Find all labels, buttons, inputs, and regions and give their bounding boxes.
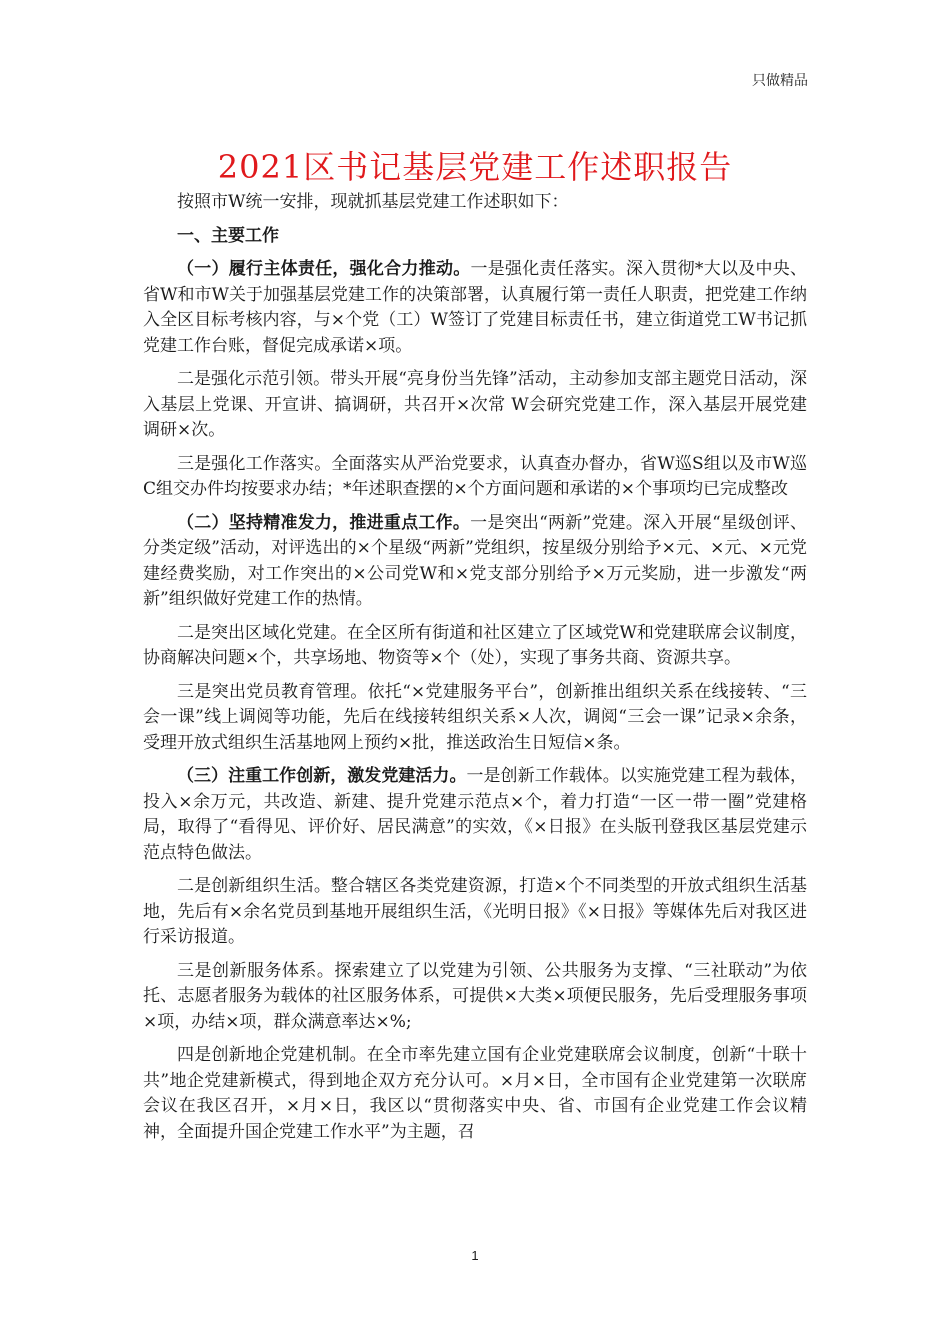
paragraph xyxy=(143,367,807,444)
section-heading: 一、主要工作 xyxy=(177,225,279,246)
paragraph-text: 一是突出“两新”党建。深入开展“星级创评、分类定级”活动，对评选出的×个星级“两新”党组织，按星级分别给予×元、×元、×元党建经费奖励，对工作突出的×公司党W和×党支部分别给予×万元奖励，进一步激发“两新”组织做好党建工作的热情。 xyxy=(143,512,808,609)
paragraph xyxy=(143,764,807,866)
paragraph-text: 二是创新组织生活。整合辖区各类党建资源，打造×个不同类型的开放式组织生活基地，先后有×余名党员到基地开展组织生活，《光明日报》《×日报》等媒体先后对我区进行采访报道。 xyxy=(143,876,807,947)
paragraph-text: 一是强化责任落实。深入贯彻*大以及中央、省W和市W关于加强基层党建工作的决策部署，认真履行第一责任人职责，把党建工作纳入全区目标考核内容，与×个党（工）W签订了党建目标责任书，建立街道党工W书记抓党建工作台账，督促完成承诺×项。 xyxy=(143,259,808,356)
document-body xyxy=(143,190,807,1153)
paragraph-text: 二是突出区域化党建。在全区所有街道和社区建立了区域党W和党建联席会议制度，协商解决问题×个，共享场地、物资等×个（处），实现了事务共商、资源共享。 xyxy=(143,622,807,668)
paragraph-lead: （二）坚持精准发力，推进重点工作。 xyxy=(177,512,471,533)
paragraph-lead: （三）注重工作创新，激发党建活力。 xyxy=(177,766,467,786)
paragraph-text: 二是强化示范引领。带头开展“亮身份当先锋”活动，主动参加支部主题党日活动，深入基层上党课、开宣讲、搞调研，共召开×次常 W会研究党建工作，深入基层开展党建调研×次。 xyxy=(143,369,807,440)
paragraph xyxy=(143,452,807,503)
paragraph-text: 三是创新服务体系。探索建立了以党建为引领、公共服务为支撑、“三社联动”为依托、志愿者服务为载体的社区服务体系，可提供×大类×项便民服务，先后受理服务事项×项，办结×项，群众满意率达×%; xyxy=(143,960,807,1032)
document-title: 2021区书记基层党建工作述职报告 xyxy=(217,148,733,186)
paragraph-text: 三是强化工作落实。全面落实从严治党要求，认真查办督办，省W巡S组以及市W巡C组交办件均按要求办结；*年述职查摆的×个方面问题和承诺的×个事项均已完成整改 xyxy=(143,453,807,499)
paragraph xyxy=(143,257,807,359)
paragraph xyxy=(143,1043,807,1145)
paragraph xyxy=(143,511,807,613)
intro-paragraph: 按照市W统一安排，现就抓基层党建工作述职如下： xyxy=(177,192,569,212)
page-number: 1 xyxy=(471,1248,479,1263)
paragraph-text: 一是创新工作载体。以实施党建工程为载体，投入×余万元，共改造、新建、提升党建示范点×个，着力打造“一区一带一圈”党建格局，取得了“看得见、评价好、居民满意”的实效，《×日报》在头版刊登我区基层党建示范点特色做法。 xyxy=(143,766,808,863)
header-note: 只做精品 xyxy=(752,73,808,89)
paragraph-text: 三是突出党员教育管理。依托“×党建服务平台”，创新推出组织关系在线接转、“三会一课”线上调阅等功能，先后在线接转组织关系×人次，调阅“三会一课”记录×余条，受理开放式组织生活基地网上预约×批，推送政治生日短信×条。 xyxy=(143,681,807,753)
paragraph xyxy=(143,959,807,1036)
paragraph xyxy=(143,621,807,672)
paragraph xyxy=(143,874,807,951)
paragraph-lead: （一）履行主体责任，强化合力推动。 xyxy=(177,259,471,279)
paragraph-text: 四是创新地企党建机制。在全市率先建立国有企业党建联席会议制度，创新“十联十共”地企党建新模式，得到地企双方充分认可。×月×日，全市国有企业党建第一次联席会议在我区召开，×月×日，我区以“贯彻落实中央、省、市国有企业党建工作会议精神，全面提升国企党建工作水平”为主题，召 xyxy=(143,1045,807,1142)
paragraph xyxy=(143,680,807,757)
